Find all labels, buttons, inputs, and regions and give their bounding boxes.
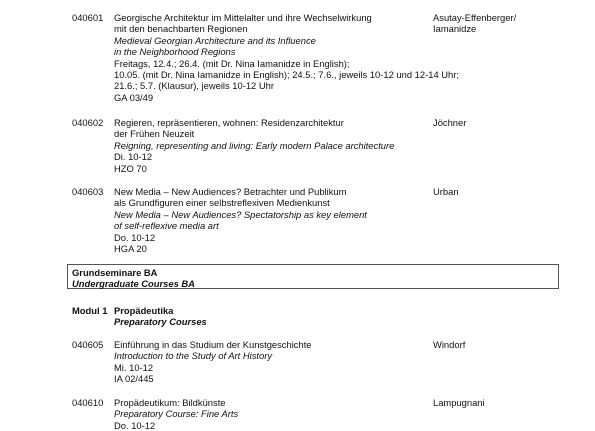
course-schedule-line: Do. 10-12 <box>114 231 156 243</box>
course-title-line: als Grundfiguren einer selbstreflexiven Medienkunst <box>114 197 330 209</box>
course-title-line: Regieren, repräsentieren, wohnen: Residenzarchitektur <box>114 117 344 128</box>
course-teacher <box>433 339 465 350</box>
course-code: 040603 <box>72 186 104 197</box>
course-title-en-line: New Media – New Audiences? Spectatorship as key element <box>114 208 367 220</box>
module-title-en: Preparatory Courses <box>114 316 207 328</box>
course-title-en-line: Introduction to the Study of Art History <box>114 350 273 362</box>
course-title-line: mit den benachbarten Regionen <box>114 23 248 35</box>
section-title: Grundseminare BA <box>72 267 158 278</box>
module-title-de: Propädeutika <box>114 305 174 316</box>
course-schedule-line: 10.05. (mit Dr. Nina Iamanidze in English); 24.5.; 7.6., jeweils 10-12 und 12-14 Uhr; <box>114 69 459 81</box>
course-title-line: Georgische Architektur im Mittelalter und ihre Wechselwirkung <box>114 12 372 23</box>
course-schedule-line: Mi. 10-12 <box>114 361 154 373</box>
course-title-en-line: Reigning, representing and living: Early modern Palace architecture <box>114 139 395 151</box>
course-code: 040610 <box>72 397 104 408</box>
teacher-line: Windorf <box>433 339 466 350</box>
course-schedule-line: Do. 10-12 <box>114 419 156 431</box>
course-teacher <box>433 397 485 408</box>
course-room: GA 03/49 <box>114 91 154 103</box>
course-title-line: Einführung in das Studium der Kunstgeschichte <box>114 339 312 350</box>
course-title-line: der Frühen Neuzeit <box>114 128 195 140</box>
teacher-line: Iamanidze <box>433 23 477 35</box>
course-title-line: New Media – New Audiences? Betrachter und Publikum <box>114 186 347 197</box>
teacher-line: Lampugnani <box>433 397 485 408</box>
course-room: HGA 20 <box>114 243 147 255</box>
course-title-en-line: of self-reflexive media art <box>114 220 219 232</box>
course-schedule-line: Freitags, 12.4.; 26.4. (mit Dr. Nina Iamanidze in English); <box>114 57 350 69</box>
course-title-en-line: Preparatory Course: Fine Arts <box>114 408 239 420</box>
course-title-en-line: in the Neighborhood Regions <box>114 46 236 58</box>
course-room: HZO 70 <box>114 162 147 174</box>
module-title <box>114 305 207 328</box>
course-teacher <box>433 117 466 128</box>
teacher-line: Jöchner <box>433 117 467 128</box>
module-number: Modul 1 <box>72 305 108 316</box>
section-header <box>67 264 559 289</box>
course-teacher <box>433 186 459 197</box>
course-code: 040605 <box>72 339 104 350</box>
section-title-en: Undergraduate Courses BA <box>72 278 195 290</box>
course-title-line: Propädeutikum: Bildkünste <box>114 397 226 408</box>
course-title-en-line: Medieval Georgian Architecture and its Influence <box>114 34 316 46</box>
course-code: 040602 <box>72 117 104 128</box>
teacher-line: Asutay-Effenberger/ <box>433 12 517 23</box>
course-teacher <box>433 12 516 35</box>
course-schedule-line: 21.6.; 5.7. (Klausur), jeweils 10-12 Uhr <box>114 80 274 92</box>
course-room: IA 02/445 <box>114 373 154 385</box>
course-code: 040601 <box>72 12 104 23</box>
teacher-line: Urban <box>433 186 459 197</box>
course-schedule-line: Di. 10-12 <box>114 151 153 163</box>
